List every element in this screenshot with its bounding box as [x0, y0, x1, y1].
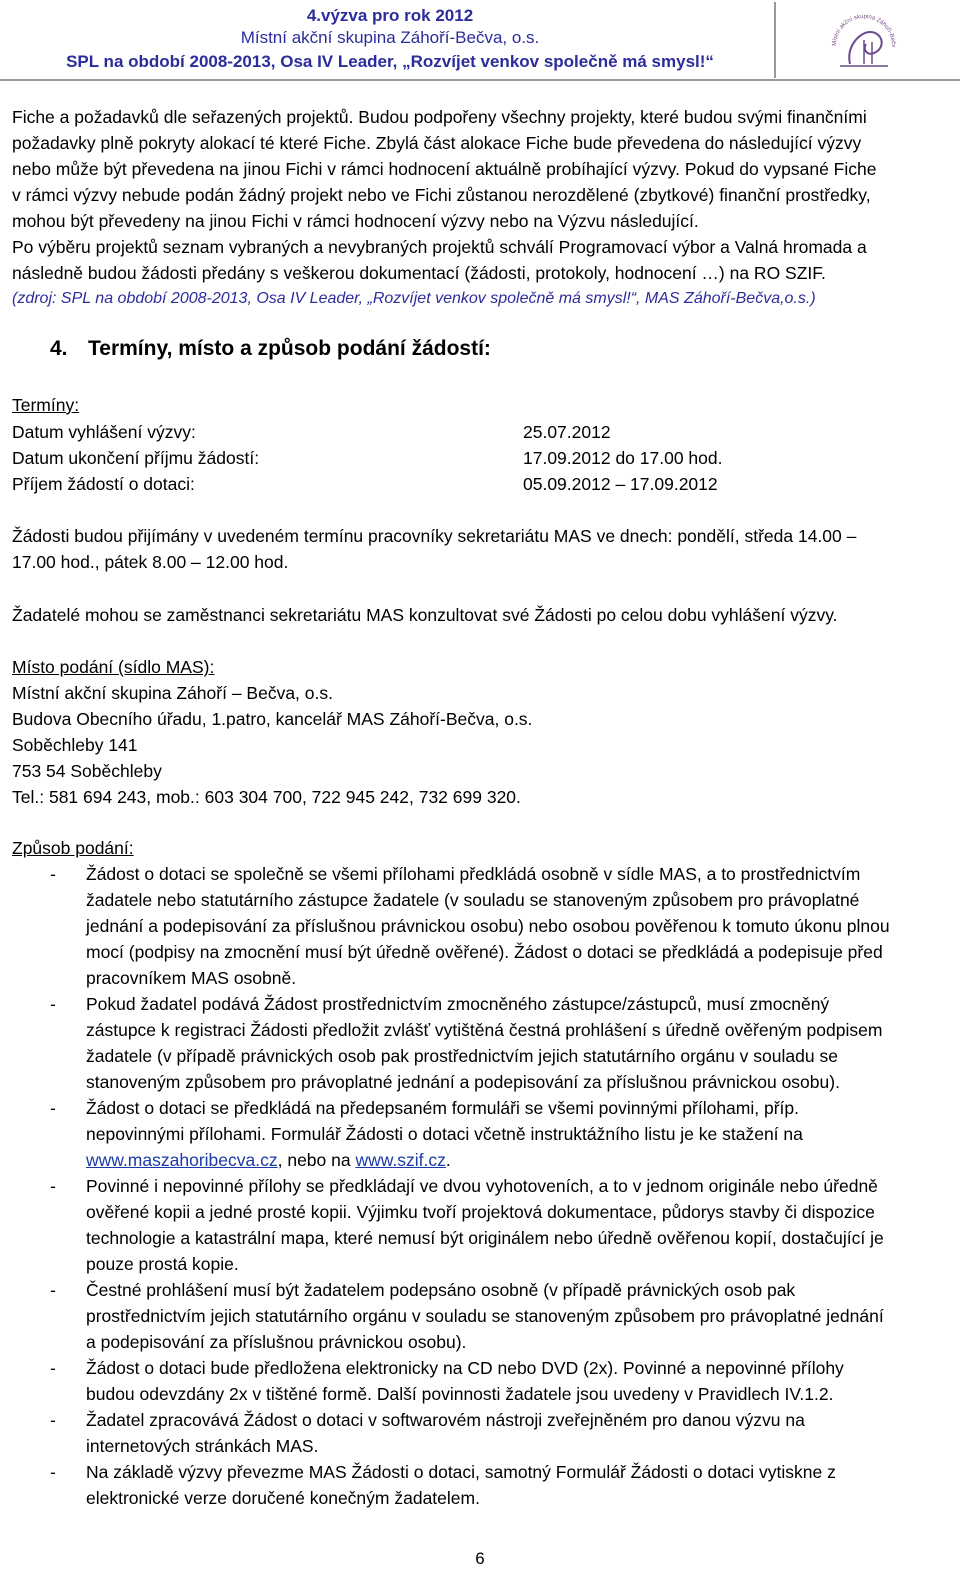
intro-line: požadavky plně pokryty alokací té které Fiche. Zbylá část alokace Fiche bude převedena do následující výzvy: [12, 133, 862, 153]
place-line: Budova Obecního úřadu, 1.patro, kancelář MAS Záhoří-Bečva, o.s.: [12, 709, 533, 729]
section-heading: [50, 337, 491, 361]
list-dash: -: [50, 1280, 56, 1300]
method-list: [12, 861, 949, 1511]
intro-line: mohou být převedeny na jinou Fichi v rámci hodnocení výzvy nebo na Výzvu následující.: [12, 211, 699, 231]
list-item-line: Žadatel zpracovává Žádost o dotaci v softwarovém nástroji zveřejněném pro danou výzvu na: [86, 1410, 805, 1430]
acceptance-paragraph: [12, 523, 949, 575]
place-heading: Místo podání (sídlo MAS):: [12, 657, 215, 677]
list-item-line: a podepisování za příslušnou právnickou osobu).: [86, 1332, 467, 1352]
consult-line: Žadatelé mohou se zaměstnanci sekretariátu MAS konzultovat své Žádosti po celou dobu vyhlášení výzvy.: [12, 605, 838, 625]
term-value: 05.09.2012 – 17.09.2012: [523, 474, 718, 494]
mas-logo: [826, 2, 902, 78]
list-dash: -: [50, 1410, 56, 1430]
page-number: 6: [475, 1549, 485, 1568]
section-title: Termíny, místo a způsob podání žádostí:: [88, 337, 491, 360]
list-item-line: mocí (podpisy na zmocnění musí být úředně ověřené). Žádost o dotaci se předkládá a podepisuje před: [86, 942, 883, 962]
list-item-line: Žádost o dotaci se společně se všemi přílohami předkládá osobně v sídle MAS, a to prostřednictvím: [86, 864, 861, 884]
list-item-line-links: [12, 1147, 949, 1173]
list-item: [12, 991, 949, 1095]
list-item-line: Žádost o dotaci bude předložena elektronicky na CD nebo DVD (2x). Povinné a nepovinné přílohy: [86, 1358, 844, 1378]
method-heading: Způsob podání:: [12, 838, 134, 858]
list-item-line: Pokud žadatel podává Žádost prostřednictvím zmocněného zástupce/zástupců, musí zmocněný: [86, 994, 830, 1014]
list-item-line: budou odevzdány 2x v tištěné formě. Další povinnosti žadatele jsou uvedeny v Pravidlech IV.1.2.: [86, 1384, 834, 1404]
list-item-line: Na základě výzvy převezme MAS Žádosti o dotaci, samotný Formulář Žádosti o dotaci vytiskne z: [86, 1462, 836, 1482]
terms-heading: Termíny:: [12, 395, 80, 415]
list-item-line: stanoveným způsobem pro právoplatné jednání a podepisování za příslušnou právnickou osobu).: [86, 1072, 840, 1092]
intro-line: Po výběru projektů seznam vybraných a nevybraných projektů schválí Programovací výbor a Valná hromada a: [12, 237, 867, 257]
list-item-line: zástupce k registraci Žádosti předložit zvlášť vytištěná čestná prohlášení s úředně ověřeným podpisem: [86, 1020, 883, 1040]
list-item-line: Čestné prohlášení musí být žadatelem podepsáno osobně (v případě právnických osob pak: [86, 1280, 796, 1300]
list-item-line: Povinné i nepovinné přílohy se předkládají ve dvou vyhotoveních, a to v jednom originále nebo úředně: [86, 1176, 878, 1196]
header-divider: [774, 2, 776, 78]
list-item: [12, 1459, 949, 1511]
term-value: 17.09.2012 do 17.00 hod.: [523, 448, 723, 468]
intro-line: v rámci výzvy nebude podán žádný projekt nebo ve Fichi zůstanou nerozdělené (zbytkové) finanční prostředky,: [12, 185, 871, 205]
place-line: 753 54 Soběchleby: [12, 761, 162, 781]
link-end: .: [445, 1150, 451, 1170]
list-item: [12, 1355, 949, 1407]
header-title: 4.výzva pro rok 2012: [306, 6, 474, 25]
page-header: [0, 0, 960, 80]
logo-text: Místní akční skupina Záhoří-Bečv: [831, 13, 897, 48]
list-item-line: internetových stránkách MAS.: [86, 1436, 319, 1456]
list-item-line: technologie a katastrální mapa, které nemusí být originálem nebo úředně ověřenou kopií, dostačující je: [86, 1228, 884, 1248]
list-item-line: elektronické verze doručené konečným žadatelem.: [86, 1488, 480, 1508]
place-block: [12, 654, 949, 810]
list-item: [12, 1173, 949, 1277]
list-item-line: Žádost o dotaci se předkládá na předepsaném formuláři se všemi povinnými přílohami, příp.: [86, 1098, 799, 1118]
list-item-line: ověřené kopii a jedné prosté kopii. Výjimku tvoří projektová dokumentace, půdorys stavby či dispozice: [86, 1202, 875, 1222]
place-line: Soběchleby 141: [12, 735, 138, 755]
list-item-line: pracovníkem MAS osobně.: [86, 968, 297, 988]
list-item: [12, 1095, 949, 1173]
term-value: 25.07.2012: [523, 422, 611, 442]
svg-text:Místní akční skupina Záhoří-Be: [826, 2, 896, 47]
source-citation: (zdroj: SPL na období 2008-2013, Osa IV Leader, „Rozvíjet venkov společně má smysl!“, MAS Záhoří-Bečva,o.s.): [12, 290, 816, 307]
list-dash: -: [50, 1098, 56, 1118]
intro-paragraph: [12, 104, 949, 312]
intro-line: Fiche a požadavků dle seřazených projektů. Budou podpořeny všechny projekty, které budou svými finančními: [12, 107, 867, 127]
list-item-line: nepovinnými přílohami. Formulář Žádosti o dotaci včetně instruktážního listu je ke stažení na: [86, 1124, 803, 1144]
list-dash: -: [50, 864, 56, 884]
list-dash: -: [50, 1462, 56, 1482]
consult-paragraph: [12, 602, 949, 628]
acceptance-line: Žádosti budou přijímány v uvedeném termínu pracovníky sekretariátu MAS ve dnech: pondělí, středa 14.00 –: [12, 526, 857, 546]
intro-line: následně budou žádosti předány s veškerou dokumentací (žádosti, protokoly, hodnocení …) na RO SZIF.: [12, 263, 826, 283]
list-item-line: jednání a podepisování za příslušnou právnickou osobu) nebo osobou pověřenou k tomuto úkonu plnou: [86, 916, 890, 936]
list-item-line: prostřednictvím jejich statutárního orgánu v souladu se stanoveným způsobem pro právoplatné jednání: [86, 1306, 884, 1326]
acceptance-line: 17.00 hod., pátek 8.00 – 12.00 hod.: [12, 552, 289, 572]
list-item: [12, 861, 949, 991]
list-dash: -: [50, 1176, 56, 1196]
list-item-line: žadatele (v případě právnických osob pak prostřednictvím jejich statutárního orgánu v souladu se: [86, 1046, 838, 1066]
list-item: [12, 1277, 949, 1355]
place-line: Tel.: 581 694 243, mob.: 603 304 700, 722 945 242, 732 699 320.: [12, 787, 521, 807]
list-item: [12, 1407, 949, 1459]
term-label: Datum ukončení příjmu žádostí:: [12, 448, 260, 468]
section-number: 4.: [50, 337, 68, 360]
term-label: Příjem žádostí o dotaci:: [12, 474, 195, 494]
link-separator: , nebo na: [277, 1150, 356, 1170]
list-item-line: žadatele nebo statutárního zástupce žadatele (v souladu se stanoveným způsobem pro právoplatné: [86, 890, 860, 910]
header-program: SPL na období 2008-2013, Osa IV Leader, „Rozvíjet venkov společně má smysl!“: [66, 52, 714, 71]
term-label: Datum vyhlášení výzvy:: [12, 422, 196, 442]
intro-line: nebo může být převedena na jinou Fichi v rámci hodnocení aktuálně probíhající výzvy. Pokud do vypsané Fiche: [12, 159, 877, 179]
header-organization: Místní akční skupina Záhoří-Bečva, o.s.: [240, 28, 540, 47]
place-line: Místní akční skupina Záhoří – Bečva, o.s.: [12, 683, 333, 703]
szif-website-link[interactable]: www.szif.cz: [355, 1150, 446, 1170]
list-item-line: pouze prostá kopie.: [86, 1254, 239, 1274]
list-dash: -: [50, 994, 56, 1014]
list-dash: -: [50, 1358, 56, 1378]
header-underline: [0, 79, 960, 81]
mas-website-link[interactable]: www.maszahoribecva.cz: [86, 1150, 278, 1170]
